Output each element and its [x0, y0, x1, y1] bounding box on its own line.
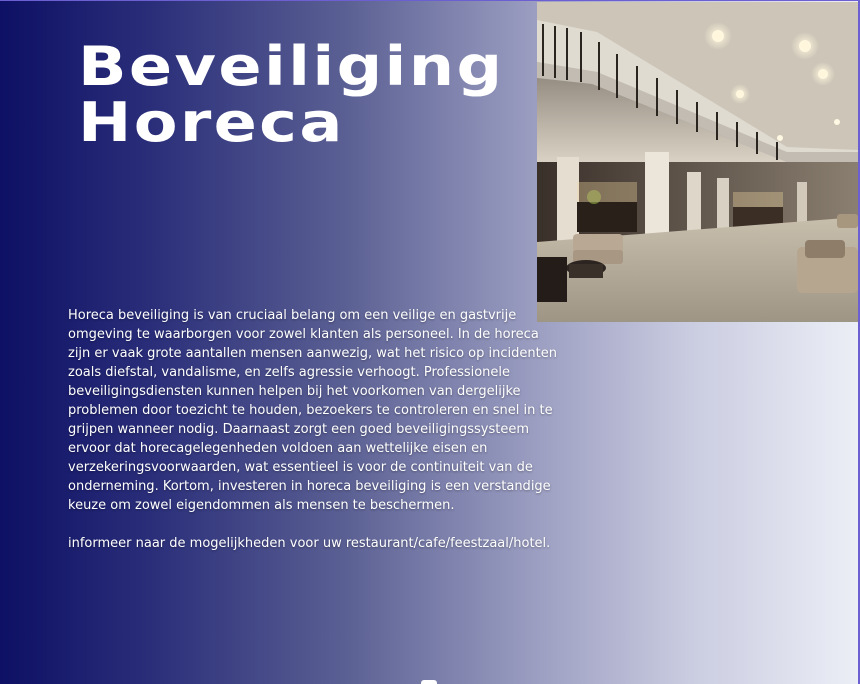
- call-to-action-text: informeer naar de mogelijkheden voor uw restaurant/cafe/feestzaal/hotel.: [68, 536, 551, 551]
- intro-paragraph: Horeca beveiliging is van cruciaal belang om een veilige en gastvrije omgeving te waarborgen voor zowel klanten als personeel. In de horeca zijn er vaak grote aantallen mensen aanwezig, wat het risico op incidenten zoals diefstal, vandalisme, en zelfs agressie verhoogt. Professionele beveiligingsdiensten kunnen helpen bij het voorkomen van dergelijke problemen door toezicht te houden, bezoekers te controleren en snel in te grijpen wanneer nodig. Daarnaast zorgt een goed beveiligingssysteem ervoor dat horecagelegenheden voldoen aan wettelijke eisen en verzekeringsvoorwaarden, wat essentieel is voor de continuiteit van de onderneming. Kortom, investeren in horeca beveiliging is een verstandige keuze om zowel eigendommen als mensen te beschermen.: [68, 308, 557, 513]
- page-title: [78, 35, 505, 154]
- page-title-line-2: Horeca: [78, 91, 345, 154]
- hotel-lobby-image: [537, 2, 858, 322]
- scroll-indicator[interactable]: [421, 680, 437, 684]
- page-title-line-1: Beveiliging: [78, 35, 505, 98]
